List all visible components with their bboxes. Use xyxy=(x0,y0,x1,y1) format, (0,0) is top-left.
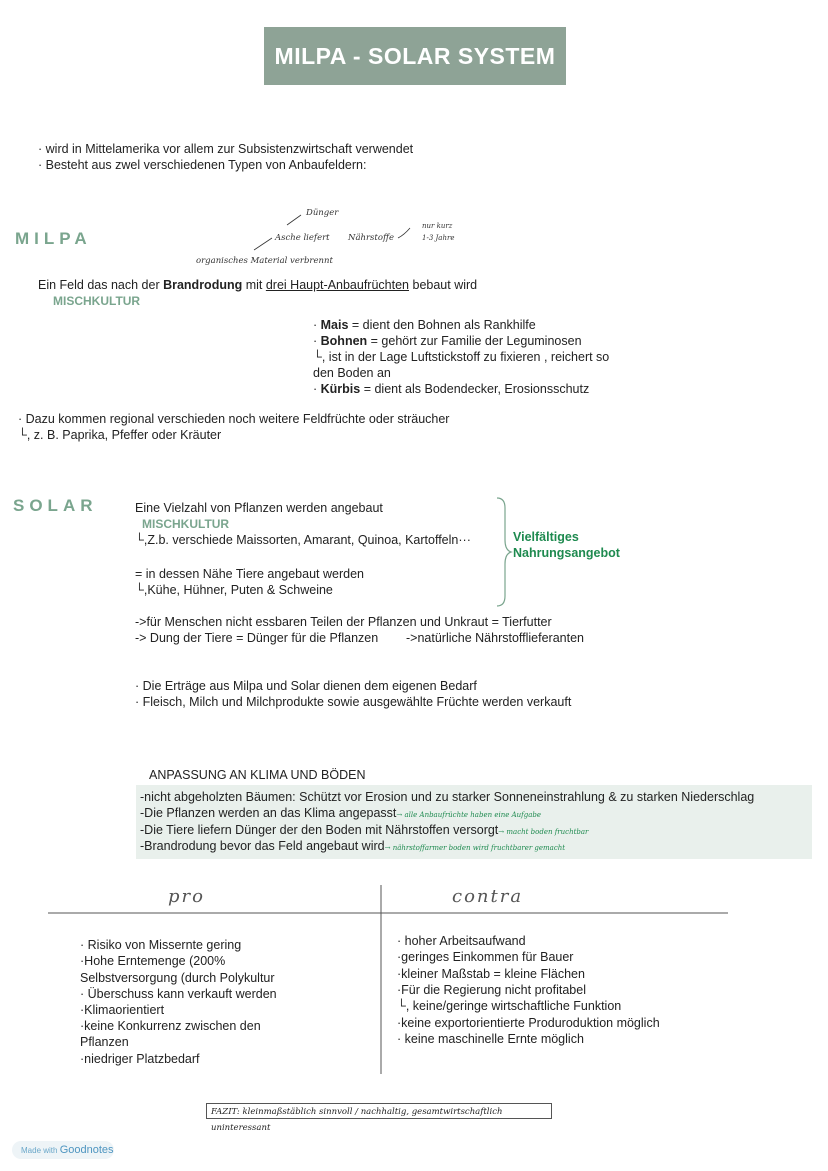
contra-item: ·geringes Einkommen für Bauer xyxy=(397,950,574,964)
pro-item: ·Hohe Erntemenge (200% xyxy=(80,954,226,968)
intro-line-1: · wird in Mittelamerika vor allem zur Subsistenzwirtschaft verwendet xyxy=(38,142,414,156)
bracket-label-1: Vielfältiges xyxy=(513,530,579,544)
page-title: MILPA - SOLAR SYSTEM xyxy=(264,27,566,85)
anpassung-line-4: -Brandrodung bevor das Feld angebaut wird→ nährstoffarmer boden wird fruchtbarer gemacht xyxy=(140,839,566,853)
badge-brand: Goodnotes xyxy=(59,1144,114,1156)
contra-item: ·Für die Regierung nicht profitabel xyxy=(397,983,586,997)
solar-use-2: · Fleisch, Milch und Milchprodukte sowie ausgewählte Früchte werden verkauft xyxy=(135,695,572,709)
milpa-extra-2: └, z. B. Paprika, Pfeffer oder Kräuter xyxy=(18,428,222,442)
solar-mischkultur: MISCHKULTUR xyxy=(142,517,230,531)
anpassung-line-2: -Die Pflanzen werden an das Klima angepasst→ alle Anbaufrüchte haben eine Aufgabe xyxy=(140,806,542,820)
contra-item: · keine maschinelle Ernte möglich xyxy=(397,1032,584,1046)
solar-line-4: └,Kühe, Hühner, Puten & Schweine xyxy=(135,583,333,597)
solar-heading: SOLAR xyxy=(13,496,98,515)
solar-arrow-2b: ->natürliche Nährstofflieferanten xyxy=(406,631,584,645)
solar-line-3: = in dessen Nähe Tiere angebaut werden xyxy=(135,567,364,581)
fazit-box: FAZIT: kleinmaßstäblich sinnvoll / nachhaltig, gesamtwirtschaftlich uninteressant xyxy=(206,1103,552,1119)
sketch-organisch: organisches Material verbrennt xyxy=(196,256,333,266)
solar-arrow-1: ->für Menschen nicht essbaren Teilen der Pflanzen und Unkraut = Tierfutter xyxy=(135,615,552,629)
crop-mais: · Mais = dient den Bohnen als Rankhilfe xyxy=(313,318,536,332)
pro-item: Pflanzen xyxy=(80,1035,129,1049)
milpa-mischkultur: MISCHKULTUR xyxy=(53,294,141,308)
pro-item: Selbstversorgung (durch Polykultur xyxy=(80,971,275,985)
pro-item: · Überschuss kann verkauft werden xyxy=(80,987,277,1001)
sketch-jahre: 1-3 Jahre xyxy=(422,234,455,242)
pro-item: ·keine Konkurrenz zwischen den xyxy=(80,1019,261,1033)
milpa-heading: MILPA xyxy=(15,229,92,248)
sketch-naehrstoffe: Nährstoffe xyxy=(348,233,394,243)
goodnotes-badge xyxy=(12,1141,114,1159)
milpa-extra-1: · Dazu kommen regional verschieden noch weitere Feldfrüchte oder sträucher xyxy=(18,412,450,426)
solar-arrow-2a: -> Dung der Tiere = Dünger für die Pflanzen xyxy=(135,631,379,645)
curly-bracket xyxy=(495,496,515,608)
pro-item: ·Klimaorientiert xyxy=(80,1003,165,1017)
sketch-nur-kurz: nur kurz xyxy=(422,222,453,230)
intro-line-2: · Besteht aus zwel verschiedenen Typen von Anbaufeldern: xyxy=(38,158,367,172)
contra-item: └, keine/geringe wirtschaftliche Funktion xyxy=(397,999,622,1013)
contra-item: ·kleiner Maßstab = kleine Flächen xyxy=(397,967,585,981)
sketch-duenger: Dünger xyxy=(306,208,339,218)
crop-bohnen-sub-2: den Boden an xyxy=(313,366,391,380)
anpassung-line-1: -nicht abgeholzten Bäumen: Schützt vor Erosion und zu starker Sonneneinstrahlung & zu starken Niederschlag xyxy=(140,790,755,804)
anpassung-heading: ANPASSUNG AN KLIMA UND BÖDEN xyxy=(149,768,366,782)
bracket-label-2: Nahrungsangebot xyxy=(513,546,620,560)
crop-bohnen-sub-1: └, ist in der Lage Luftstickstoff zu fixieren , reichert so xyxy=(313,350,610,364)
solar-line-1: Eine Vielzahl von Pflanzen werden angebaut xyxy=(135,501,383,515)
badge-small: Made with xyxy=(21,1146,58,1155)
sketch-asche: Asche liefert xyxy=(275,233,330,243)
contra-heading: contra xyxy=(452,886,524,907)
pro-heading: pro xyxy=(168,886,205,907)
solar-use-1: · Die Erträge aus Milpa und Solar dienen dem eigenen Bedarf xyxy=(135,679,477,693)
crop-bohnen: · Bohnen = gehört zur Familie der Leguminosen xyxy=(313,334,582,348)
contra-item: · hoher Arbeitsaufwand xyxy=(397,934,526,948)
pro-item: · Risiko von Missernte gering xyxy=(80,938,242,952)
pro-item: ·niedriger Platzbedarf xyxy=(80,1052,200,1066)
contra-item: ·keine exportorientierte Produroduktion möglich xyxy=(397,1016,660,1030)
anpassung-line-3: -Die Tiere liefern Dünger der den Boden mit Nährstoffen versorgt→ macht boden fruchtbar xyxy=(140,823,589,837)
milpa-definition: Ein Feld das nach der Brandrodung mit drei Haupt-Anbaufrüchten bebaut wird xyxy=(38,278,478,292)
crop-kuerbis: · Kürbis = dient als Bodendecker, Erosionsschutz xyxy=(313,382,590,396)
solar-line-2: └,Z.b. verschiede Maissorten, Amarant, Quinoa, Kartoffeln··· xyxy=(135,533,471,547)
